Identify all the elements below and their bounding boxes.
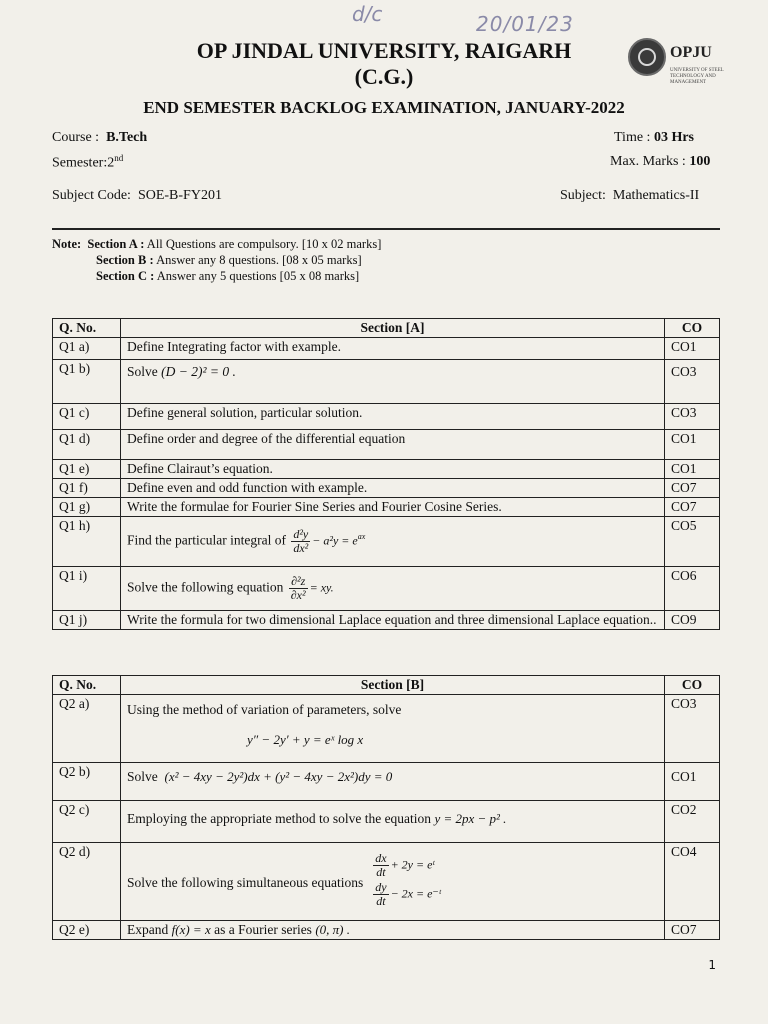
question-number: Q1 b) xyxy=(53,360,121,404)
question-number: Q1 c) xyxy=(53,404,121,430)
note-c-label: Section C : xyxy=(96,269,155,283)
exam-note xyxy=(52,236,381,284)
page-number: 1 xyxy=(708,958,716,972)
semester-value: 2 xyxy=(107,155,115,171)
logo-subtitle: UNIVERSITY OF STEEL TECHNOLOGY AND MANAGEMENT xyxy=(670,68,724,85)
question-text: Define Integrating factor with example. xyxy=(121,338,665,360)
equation-2 xyxy=(371,881,441,908)
university-name: OP JINDAL UNIVERSITY, RAIGARH xyxy=(196,38,572,63)
subject-code-info xyxy=(52,188,222,204)
question-text xyxy=(121,763,665,801)
question-text: Define even and odd function with example. xyxy=(121,479,665,498)
question-number: Q1 f) xyxy=(53,479,121,498)
logo-text: OPJU xyxy=(670,44,712,61)
course-outcome: CO1 xyxy=(665,763,720,801)
question-number: Q1 h) xyxy=(53,517,121,567)
subject-label: Subject: xyxy=(560,188,606,203)
fraction xyxy=(373,852,388,879)
course-outcome: CO7 xyxy=(665,479,720,498)
handwritten-initials: d/c xyxy=(352,2,383,26)
fraction-denominator: ∂x² xyxy=(290,588,306,602)
section-a-header: Section [A] xyxy=(121,319,665,338)
fraction-denominator: dx² xyxy=(293,541,309,555)
fraction xyxy=(291,528,310,555)
marks-label: Max. Marks : xyxy=(610,154,686,169)
question-lead: Find the particular integral of xyxy=(127,532,286,548)
co-header: CO xyxy=(665,319,720,338)
course-outcome: CO2 xyxy=(665,801,720,843)
table-row xyxy=(53,763,720,801)
section-b-header-row xyxy=(53,676,720,695)
qno-header: Q. No. xyxy=(53,676,121,695)
course-outcome: CO1 xyxy=(665,430,720,460)
fraction-numerator: d²y xyxy=(293,527,309,541)
course-outcome: CO3 xyxy=(665,695,720,763)
table-row xyxy=(53,404,720,430)
course-outcome: CO1 xyxy=(665,460,720,479)
question-text: Define general solution, particular solution. xyxy=(121,404,665,430)
table-row xyxy=(53,338,720,360)
semester-label: Semester: xyxy=(52,155,108,171)
question-lead: Solve xyxy=(127,769,158,784)
header-divider xyxy=(52,228,720,230)
co-header: CO xyxy=(665,676,720,695)
course-outcome: CO7 xyxy=(665,498,720,517)
table-row xyxy=(53,695,720,763)
course-outcome: CO4 xyxy=(665,843,720,921)
time-value: 03 Hrs xyxy=(653,130,695,145)
time-info xyxy=(614,130,694,146)
fraction-denominator: dt xyxy=(376,865,386,879)
fraction-denominator: dt xyxy=(376,894,386,908)
question-math-exponent: ax xyxy=(357,532,366,542)
question-math: y″ − 2y′ + y = eˣ log x xyxy=(247,732,364,747)
question-number: Q1 i) xyxy=(53,567,121,611)
question-math: (x² − 4xy − 2y²)dx + (y² − 4xy − 2x²)dy = 0 xyxy=(164,769,393,784)
question-lead: Using the method of variation of parameters, solve xyxy=(127,702,402,717)
table-row xyxy=(53,430,720,460)
table-row xyxy=(53,843,720,921)
marks-info xyxy=(610,154,710,170)
note-b-label: Section B : xyxy=(96,253,154,267)
question-lead: Solve xyxy=(127,364,158,379)
table-row xyxy=(53,921,720,940)
question-text xyxy=(121,360,665,404)
table-row xyxy=(53,498,720,517)
note-a-text: All Questions are compulsory. [10 x 02 marks] xyxy=(146,237,382,251)
course-outcome: CO1 xyxy=(665,338,720,360)
course-info xyxy=(52,130,147,146)
handwritten-date: 20/01/23 xyxy=(476,12,574,36)
section-b-header: Section [B] xyxy=(121,676,665,695)
table-row xyxy=(53,517,720,567)
question-lead: Solve the following simultaneous equations xyxy=(127,875,364,890)
subject-value: Mathematics-II xyxy=(612,188,700,203)
course-value: B.Tech xyxy=(106,130,148,145)
question-math: y = 2px − p² . xyxy=(434,811,507,826)
question-lead: Employing the appropriate method to solve the equation xyxy=(127,811,432,826)
question-math: = xy. xyxy=(309,580,334,595)
table-row xyxy=(53,479,720,498)
note-c-text: Answer any 5 questions [05 x 08 marks] xyxy=(156,269,360,283)
question-math-2: (0, π) . xyxy=(315,922,350,937)
subject-info xyxy=(560,188,699,204)
question-text-2: as a Fourier series xyxy=(214,922,312,937)
question-text xyxy=(121,695,665,763)
fraction-numerator: dy xyxy=(375,880,387,894)
question-text xyxy=(121,517,665,567)
equation-rest: + 2y = eᵗ xyxy=(390,857,435,872)
note-label: Note: xyxy=(52,237,82,251)
note-a-label: Section A : xyxy=(87,237,145,251)
question-text xyxy=(121,921,665,940)
question-number: Q2 e) xyxy=(53,921,121,940)
question-text xyxy=(121,567,665,611)
question-text: Write the formulae for Fourier Sine Series and Fourier Cosine Series. xyxy=(121,498,665,517)
marks-value: 100 xyxy=(689,154,711,169)
question-number: Q2 c) xyxy=(53,801,121,843)
question-math: − a²y = e xyxy=(312,533,358,548)
question-number: Q1 j) xyxy=(53,611,121,630)
course-outcome: CO3 xyxy=(665,404,720,430)
question-lead: Solve the following equation xyxy=(127,579,284,595)
question-text: Write the formula for two dimensional Laplace equation and three dimensional Laplace equation.. xyxy=(121,611,665,630)
question-text: Define order and degree of the differential equation xyxy=(121,430,665,460)
question-math: f(x) = x xyxy=(171,922,211,937)
table-row xyxy=(53,360,720,404)
semester-info xyxy=(52,153,123,172)
subject-code-label: Subject Code: xyxy=(52,188,131,203)
question-number: Q1 g) xyxy=(53,498,121,517)
question-math: (D − 2)² = 0 . xyxy=(161,364,236,379)
question-number: Q1 e) xyxy=(53,460,121,479)
question-lead: Expand xyxy=(127,922,169,937)
course-outcome: CO3 xyxy=(665,360,720,404)
table-row xyxy=(53,801,720,843)
subject-code-value: SOE-B-FY201 xyxy=(137,188,222,203)
question-number: Q1 d) xyxy=(53,430,121,460)
fraction xyxy=(289,575,308,602)
question-number: Q2 b) xyxy=(53,763,121,801)
university-state: (C.G.) xyxy=(354,64,414,89)
table-row xyxy=(53,567,720,611)
time-label: Time : xyxy=(614,130,651,145)
question-text xyxy=(121,801,665,843)
note-b-text: Answer any 8 questions. [08 x 05 marks] xyxy=(156,253,362,267)
course-label: Course : xyxy=(52,130,100,145)
equation-rest: − 2x = e⁻ᵗ xyxy=(390,886,441,901)
section-a-table xyxy=(52,318,720,630)
section-a-header-row xyxy=(53,319,720,338)
course-outcome: CO9 xyxy=(665,611,720,630)
section-b-table xyxy=(52,675,720,940)
course-outcome: CO7 xyxy=(665,921,720,940)
fraction-numerator: ∂²z xyxy=(289,575,308,589)
equation-1 xyxy=(371,852,441,879)
course-outcome: CO6 xyxy=(665,567,720,611)
fraction-numerator: dx xyxy=(375,851,387,865)
table-row xyxy=(53,460,720,479)
question-number: Q2 d) xyxy=(53,843,121,921)
qno-header: Q. No. xyxy=(53,319,121,338)
exam-title: END SEMESTER BACKLOG EXAMINATION, JANUARY-2022 xyxy=(143,98,625,117)
question-text xyxy=(121,843,665,921)
semester-suffix: nd xyxy=(114,153,124,163)
fraction xyxy=(373,881,388,908)
question-number: Q2 a) xyxy=(53,695,121,763)
question-number: Q1 a) xyxy=(53,338,121,360)
question-text: Define Clairaut’s equation. xyxy=(121,460,665,479)
course-outcome: CO5 xyxy=(665,517,720,567)
simultaneous-equations xyxy=(371,852,441,908)
table-row xyxy=(53,611,720,630)
